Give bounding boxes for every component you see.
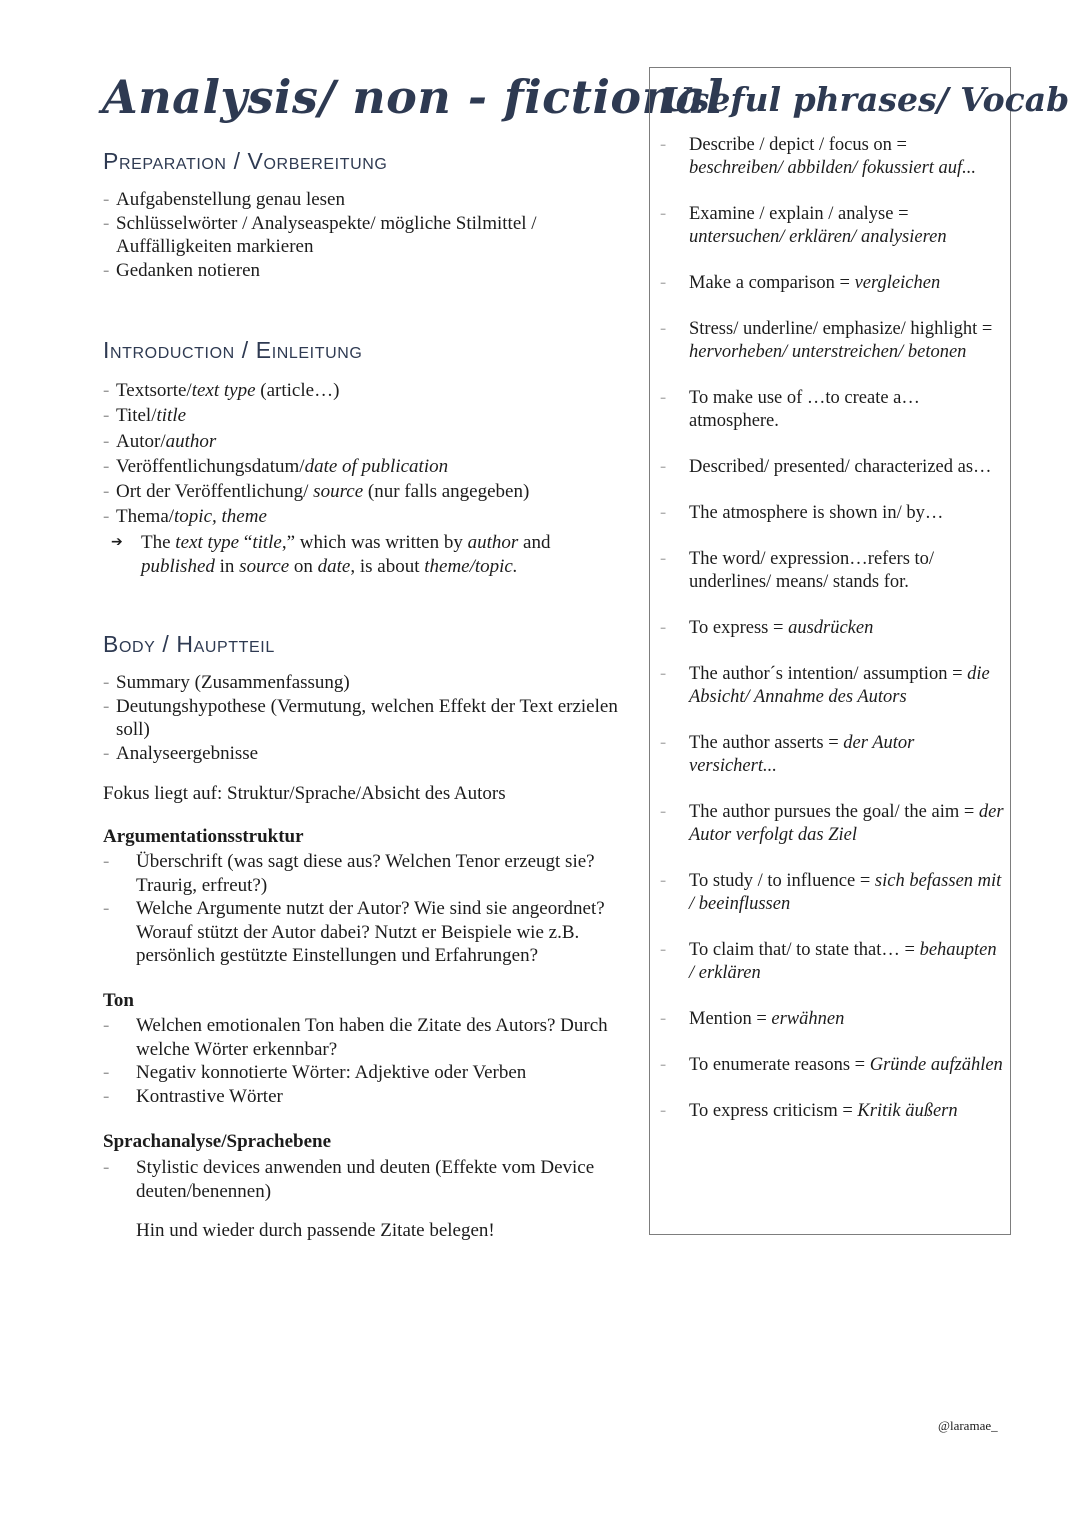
list-item: - Überschrift (was sagt diese aus? Welchen Tenor erzeugt sie? Traurig, erfreut?) — [103, 850, 628, 897]
list-item: - Deutungshypothese (Vermutung, welchen Effekt der Text erzielen soll) — [103, 695, 623, 742]
list-item: - Welchen emotionalen Ton haben die Zitate des Autors? Durch welche Wörter erkennbar? — [103, 1014, 628, 1061]
list-item: - Aufgabenstellung genau lesen — [103, 188, 623, 212]
list-item: - Welche Argumente nutzt der Autor? Wie sind sie angeordnet? Worauf stützt der Autor dabei? Nutzt er Beispiele wie z.B. persönlich gestützte Einstellungen und Erfahrungen? — [103, 897, 628, 968]
ton-heading: Ton — [103, 990, 134, 1011]
ton-list — [103, 1014, 628, 1108]
body-list — [103, 671, 623, 765]
list-item: - Autor/author — [103, 429, 623, 454]
list-item: - Gedanken notieren — [103, 259, 623, 283]
template-text: The text type “title,” which was written by author and published in source on date, is about theme/topic. — [141, 532, 551, 577]
vocab-item: - To claim that/ to state that… = behaupten / erklären — [660, 939, 1005, 985]
argument-list — [103, 850, 628, 968]
list-item: - Veröffentlichungsdatum/date of publication — [103, 454, 623, 479]
author-credit: @laramae_ — [938, 1418, 998, 1433]
sprache-list — [103, 1156, 628, 1203]
preparation-list — [103, 188, 623, 282]
vocab-item: - To enumerate reasons = Gründe aufzählen — [660, 1054, 1005, 1077]
preparation-heading: Preparation / Vorbereitung — [103, 148, 388, 174]
list-item: - Titel/title — [103, 403, 623, 428]
vocab-item: - To study / to influence = sich befassen mit / beeinflussen — [660, 870, 1005, 916]
vocab-list — [660, 134, 1005, 1123]
vocab-item: - Described/ presented/ characterized as… — [660, 456, 1005, 479]
vocab-item: - The word/ expression…refers to/ underlines/ means/ stands for. — [660, 548, 1005, 594]
introduction-list — [103, 378, 623, 530]
template-sentence — [111, 529, 621, 578]
body-heading: Body / Hauptteil — [103, 631, 275, 657]
vocab-item: - The author asserts = der Autor versichert... — [660, 732, 1005, 778]
vocab-item: - The author pursues the goal/ the aim = der Autor verfolgt das Ziel — [660, 801, 1005, 847]
introduction-heading: Introduction / Einleitung — [103, 337, 363, 363]
quote-note: Hin und wieder durch passende Zitate belegen! — [136, 1220, 495, 1241]
vocab-title: Useful phrases/ Vocab — [662, 80, 1070, 119]
page-title: Analysis/ non - fictional — [102, 70, 724, 124]
vocab-item: - Examine / explain / analyse = untersuchen/ erklären/ analysieren — [660, 203, 1005, 249]
list-item: - Stylistic devices anwenden und deuten (Effekte vom Device deuten/benennen) — [103, 1156, 628, 1203]
argument-heading: Argumentationsstruktur — [103, 826, 304, 847]
focus-line: Fokus liegt auf: Struktur/Sprache/Absicht des Autors — [103, 783, 506, 804]
vocab-item: - To make use of …to create a…atmosphere. — [660, 387, 1005, 433]
list-item: - Summary (Zusammenfassung) — [103, 671, 623, 695]
list-item: - Ort der Veröffentlichung/ source (nur falls angegeben) — [103, 479, 623, 504]
vocab-item: - The atmosphere is shown in/ by… — [660, 502, 1005, 525]
list-item: - Textsorte/text type (article…) — [103, 378, 623, 403]
vocab-item: - Make a comparison = vergleichen — [660, 272, 1005, 295]
vocab-item: - Stress/ underline/ emphasize/ highlight = hervorheben/ unterstreichen/ betonen — [660, 318, 1005, 364]
vocab-item: - Describe / depict / focus on = beschreiben/ abbilden/ fokussiert auf... — [660, 134, 1005, 180]
list-item: - Schlüsselwörter / Analyseaspekte/ mögliche Stilmittel / Auffälligkeiten markieren — [103, 212, 623, 259]
vocab-item: - Mention = erwähnen — [660, 1008, 1005, 1031]
list-item: - Thema/topic, theme — [103, 504, 623, 529]
list-item: - Negativ konnotierte Wörter: Adjektive oder Verben — [103, 1061, 628, 1085]
list-item: - Analyseergebnisse — [103, 742, 623, 766]
arrow-icon: ➔ — [111, 534, 123, 550]
list-item: - Kontrastive Wörter — [103, 1085, 628, 1109]
vocab-item: - To express = ausdrücken — [660, 617, 1005, 640]
vocab-item: - The author´s intention/ assumption = die Absicht/ Annahme des Autors — [660, 663, 1005, 709]
vocab-item: - To express criticism = Kritik äußern — [660, 1100, 1005, 1123]
sprache-heading: Sprachanalyse/Sprachebene — [103, 1131, 332, 1152]
